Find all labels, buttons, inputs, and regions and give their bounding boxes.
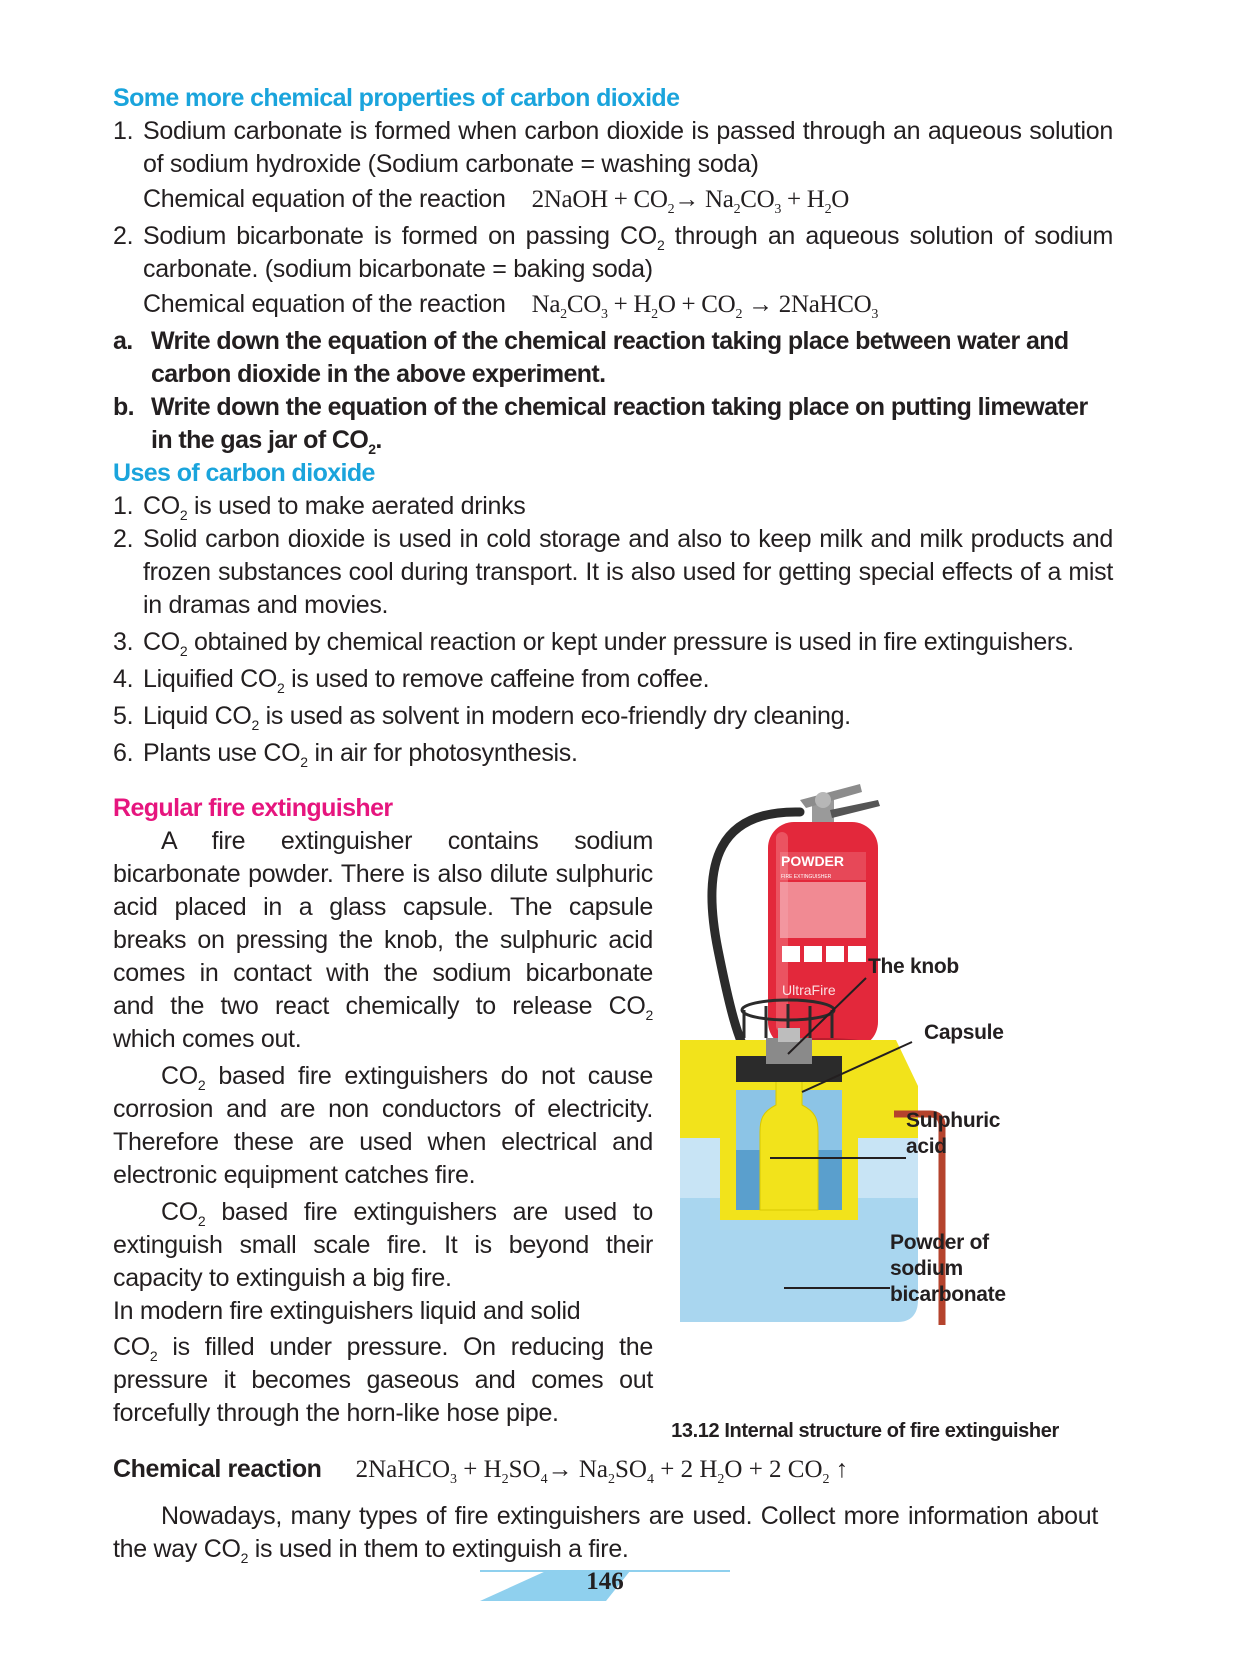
paragraph: $CO_2$ based fire extinguishers are used to extinguish small scale fire. It is beyond their capacity to extinguish a big fire.: [113, 1198, 653, 1292]
page-number-box: [480, 1567, 730, 1603]
page-content: [113, 82, 1113, 770]
list-item: 1. Sodium carbonate is formed when carbon dioxide is passed through an aqueous solution of sodium hydroxide (Sodium carbonate = washing soda): [113, 117, 1113, 178]
paragraph: $CO_2$ is filled under pressure. On reducing the pressure it becomes gaseous and comes out forcefully through the horn-like hose pipe.: [113, 1333, 653, 1427]
equation-line: Chemical equation of the reaction 2NaOH + $CO_2\to Na_2CO_3 + H_2O$: [143, 185, 850, 217]
equation-line: Chemical equation of the reaction $Na_2CO_3 + H_2O + CO_2$ → 2NaHCO$_3$: [143, 290, 879, 322]
chemical-reaction-line: [113, 1455, 1113, 1487]
equation-naoh: 2NaOH + $CO_2\to Na_2CO_3 + H_2O$: [531, 186, 850, 217]
reaction-label: Chemical reaction: [113, 1455, 322, 1483]
extinguisher-brand: UltraFire: [782, 982, 836, 998]
extinguisher-sublabel: FIRE EXTINGUISHER: [781, 874, 832, 880]
list-item: 5. Liquid $CO_2$ is used as solvent in modern eco-friendly dry cleaning.: [113, 702, 851, 733]
list-item: 6. Plants use $CO_2$ in air for photosynthesis.: [113, 739, 578, 770]
extinguisher-illustration: [680, 770, 1120, 1450]
list-item: 2. Solid carbon dioxide is used in cold storage and also to keep milk and milk products and frozen substances cool during transport. It is also used for getting special effects of a mist in dramas and movies.: [113, 525, 1113, 619]
figure-caption: 13.12 Internal structure of fire extinguisher: [671, 1420, 1059, 1442]
paragraph-line: In modern fire extinguishers liquid and solid: [113, 1297, 581, 1325]
page-number: 146: [586, 1568, 624, 1595]
question-b: b. Write down the equation of the chemical reaction taking place on putting limewater in the gas jar of $CO_2$.: [113, 393, 1088, 457]
question-a: a. Write down the equation of the chemical reaction taking place between water and carbon dioxide in the above experiment.: [113, 327, 1069, 388]
label-capsule: Capsule: [924, 1021, 1004, 1044]
extinguisher-label: POWDER: [781, 853, 844, 869]
label-knob: The knob: [868, 955, 959, 978]
equation-nahco3-h2so4: 2NaHCO$_3$ + $H_2SO_4\to Na_2SO_4 + 2$ $H_2O + 2$ $CO_2$ ↑: [355, 1456, 849, 1487]
section-heading-chemical-properties: Some more chemical properties of carbon dioxide: [113, 84, 680, 112]
paragraph: $CO_2$ based fire extinguishers do not cause corrosion and are non conductors of electricity. Therefore these are used when electrical and electronic equipment catches fire.: [113, 1062, 653, 1189]
list-item: 3. $CO_2$ obtained by chemical reaction or kept under pressure is used in fire extinguishers.: [113, 628, 1074, 659]
list-item: 2. Sodium bicarbonate is formed on passing $CO_2$ through an aqueous solution of sodium carbonate. (sodium bicarbonate = baking soda): [113, 222, 1113, 283]
section-heading-uses: Uses of carbon dioxide: [113, 459, 375, 487]
list-item: 4. Liquified $CO_2$ is used to remove caffeine from coffee.: [113, 665, 710, 696]
closing-paragraph: Nowadays, many types of fire extinguishers are used. Collect more information about the way $CO_2$ is used in them to extinguish a fire.: [113, 1502, 1098, 1566]
label-powder: Powder of sodium bicarbonate: [890, 1231, 1006, 1306]
fire-extinguisher-text: [113, 792, 653, 1430]
fire-extinguisher-figure: [680, 770, 1120, 1450]
equation-na2co3: $Na_2CO_3 + H_2O + CO_2$ → 2NaHCO$_3$: [531, 291, 879, 322]
label-sulphuric-acid: Sulphuric acid: [906, 1109, 1001, 1158]
section-heading-fire-extinguisher: Regular fire extinguisher: [113, 794, 393, 822]
paragraph: A fire extinguisher contains sodium bicarbonate powder. There is also dilute sulphuric acid placed in a glass capsule. The capsule breaks on pressing the knob, the sulphuric acid comes in contact with the sodium bicarbonate and the two react chemically to release $CO_2$ which comes out.: [113, 827, 653, 1053]
list-item: 1. $CO_2$ is used to make aerated drinks: [113, 492, 526, 523]
